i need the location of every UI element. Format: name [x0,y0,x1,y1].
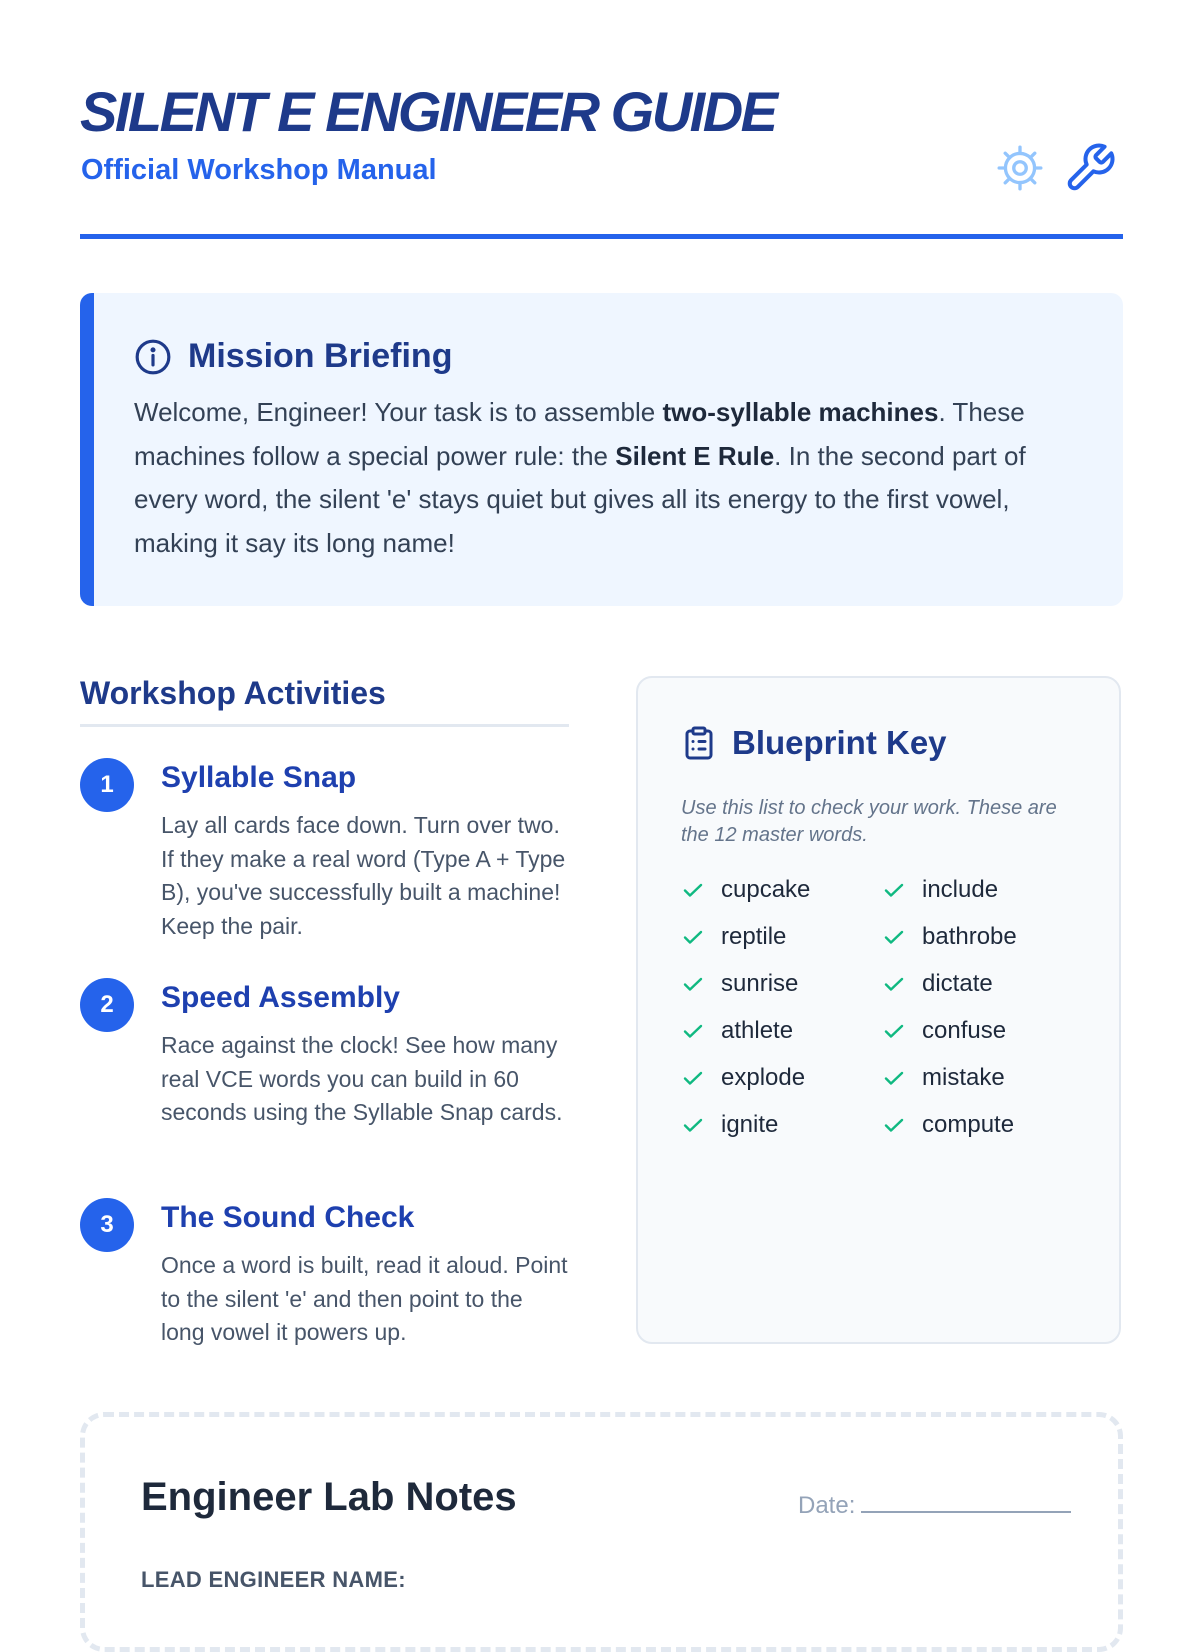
blueprint-header [681,723,947,763]
check-icon [681,1066,705,1090]
activity-name: The Sound Check [161,1201,415,1234]
word-label: bathrobe [922,923,1017,950]
check-icon [681,1019,705,1043]
word-label: confuse [922,1017,1007,1044]
activity-description: Lay all cards face down. Turn over two. If they make a real word (Type A + Type B), you've successfully built a machine! Keep the pair. [161,812,566,939]
activity-name: Speed Assembly [161,981,400,1014]
check-icon [882,1066,906,1090]
word-item [882,875,998,905]
word-item [882,922,1017,952]
activities-heading: Workshop Activities [80,675,569,727]
check-icon [681,925,705,949]
word-item [681,922,786,952]
date-label: Date: [798,1492,856,1519]
mission-text-part: . These machines follow a special power rule: the [134,397,1025,471]
word-label: ignite [721,1111,779,1138]
activity-name: Syllable Snap [161,761,357,794]
word-label: cupcake [721,876,811,903]
lead-engineer-name-label: LEAD ENGINEER NAME: [141,1567,406,1592]
activity-description: Race against the clock! See how many real VCE words you can build in 60 seconds using the Syllable Snap cards. [161,1032,563,1125]
word-item [882,1110,1014,1140]
date-field[interactable] [798,1491,1071,1520]
mission-text-emphasis: Silent E Rule [615,440,775,471]
check-icon [882,972,906,996]
word-label: compute [922,1111,1015,1138]
check-icon [882,878,906,902]
wrench-icon [1063,140,1117,196]
blueprint-title: Blueprint Key [732,724,947,761]
word-item [681,1063,805,1093]
word-item [681,1016,793,1046]
header-divider [80,234,1123,239]
check-icon [882,925,906,949]
activity-number: 2 [80,978,134,1032]
mission-header [134,337,452,376]
check-icon [681,1113,705,1137]
page-subtitle: Official Workshop Manual [81,154,437,186]
gear-icon [995,140,1045,196]
check-icon [882,1113,906,1137]
word-label: mistake [922,1064,1005,1091]
blueprint-note: Use this list to check your work. These are the 12 master words. [681,797,1057,846]
check-icon [681,972,705,996]
check-icon [882,1019,906,1043]
clipboard-list-icon [681,723,717,763]
word-item [681,969,798,999]
activity-number: 3 [80,1198,134,1252]
mission-title: Mission Briefing [188,337,453,375]
word-item [882,1016,1006,1046]
word-item [882,969,993,999]
activity-number: 1 [80,758,134,812]
word-item [681,875,810,905]
word-label: dictate [922,970,993,997]
lab-notes-title: Engineer Lab Notes [141,1475,517,1519]
check-icon [681,878,705,902]
word-item [681,1110,778,1140]
word-label: athlete [721,1017,794,1044]
mission-text-part: . In the second part of every word, the silent 'e' stays quiet but gives all its energy to the first vowel, making it say its long name! [134,440,1026,558]
word-label: include [922,876,999,903]
page-title: SILENT E ENGINEER GUIDE [80,80,776,143]
word-label: explode [721,1064,806,1091]
word-label: sunrise [721,970,799,997]
word-item [882,1063,1005,1093]
info-icon [134,338,172,376]
mission-text [134,391,1064,565]
date-line[interactable] [861,1491,1071,1513]
blueprint-key-panel [636,676,1121,1344]
lab-notes-panel [80,1412,1123,1652]
header-icons [995,140,1125,196]
mission-text-emphasis: two-syllable machines [662,397,939,427]
word-label: reptile [721,923,787,950]
activity-description: Once a word is built, read it aloud. Point to the silent 'e' and then point to the long vowel it powers up. [161,1252,568,1345]
mission-text-part: Welcome, Engineer! Your task is to assemble [134,397,663,427]
mission-briefing-panel [80,293,1123,606]
